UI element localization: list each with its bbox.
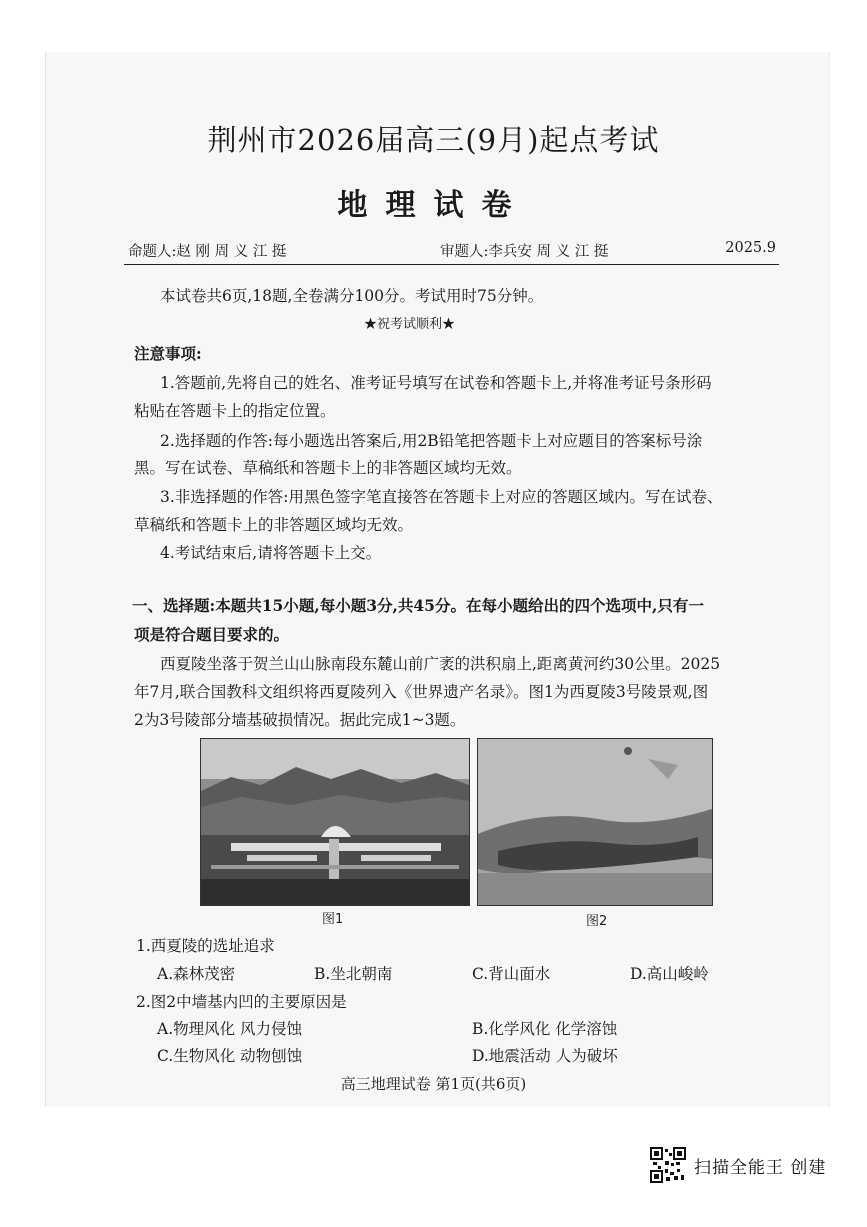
- section-heading: 项是符合题目要求的。: [134, 625, 290, 644]
- question-2-option-d: D.地震活动 人为破坏: [472, 1047, 618, 1065]
- scanner-watermark: [650, 1144, 826, 1186]
- good-luck-text: ★祝考试顺利★: [364, 317, 456, 332]
- question-1-option-b: B.坐北朝南: [314, 965, 393, 983]
- scanner-label: 扫描全能王 创建: [694, 1157, 827, 1178]
- notice-item: 4.考试结束后,请将答题卡上交。: [160, 544, 382, 562]
- question-2-option-b: B.化学风化 化学溶蚀: [472, 1020, 618, 1038]
- question-1-option-c: C.背山面水: [472, 965, 551, 983]
- passage-line: 西夏陵坐落于贺兰山山脉南段东麓山前广袤的洪积扇上,距离黄河约30公里。2025: [160, 655, 721, 673]
- damaged-wall-image: [478, 739, 712, 905]
- notice-item: 1.答题前,先将自己的姓名、准考证号填写在试卷和答题卡上,并将准考证号条形码: [160, 374, 712, 392]
- passage-line: 2为3号陵部分墙基破损情况。据此完成1~3题。: [134, 711, 466, 729]
- exam-summary: 本试卷共6页,18题,全卷满分100分。考试用时75分钟。: [160, 287, 544, 305]
- question-1-stem: 1.西夏陵的选址追求: [136, 937, 275, 955]
- question-2-stem: 2.图2中墙基内凹的主要原因是: [136, 993, 347, 1011]
- notice-title: 注意事项:: [134, 344, 202, 363]
- passage-line: 年7月,联合国教科文组织将西夏陵列入《世界遗产名录》。图1为西夏陵3号陵景观,图: [134, 683, 709, 701]
- question-1-option-a: A.森林茂密: [157, 965, 236, 983]
- exam-title: 荆州市2026届高三(9月)起点考试: [207, 123, 660, 157]
- exam-date: 2025.9: [725, 240, 776, 256]
- setter-text: 命题人:赵 刚 周 义 江 挺: [128, 244, 287, 260]
- mausoleum-landscape-image: [201, 739, 469, 905]
- notice-item: 黑。写在试卷、草稿纸和答题卡上的非答题区域均无效。: [134, 459, 522, 477]
- figure-2-caption: 图2: [586, 914, 608, 929]
- notice-item: 粘贴在答题卡上的指定位置。: [134, 402, 336, 420]
- figure-1-mausoleum-photo: [200, 738, 470, 906]
- section-heading: 一、选择题:本题共15小题,每小题3分,共45分。在每小题给出的四个选项中,只有一: [132, 596, 704, 615]
- figure-1-caption: 图1: [322, 912, 344, 927]
- notice-item: 2.选择题的作答:每小题选出答案后,用2B铅笔把答题卡上对应题目的答案标号涂: [160, 432, 703, 450]
- notice-item: 草稿纸和答题卡上的非答题区域均无效。: [134, 516, 414, 534]
- question-1-option-d: D.高山峻岭: [630, 965, 709, 983]
- question-2-option-a: A.物理风化 风力侵蚀: [157, 1020, 303, 1038]
- figure-2-wall-photo: [477, 738, 713, 906]
- exam-subtitle: 地理试卷: [337, 188, 530, 223]
- reviewer-text: 审题人:李兵安 周 义 江 挺: [440, 244, 609, 260]
- question-2-option-c: C.生物风化 动物刨蚀: [157, 1047, 303, 1065]
- header-divider: [124, 264, 779, 265]
- page-footer: 高三地理试卷 第1页(共6页): [340, 1075, 527, 1093]
- qr-code-icon: [650, 1147, 686, 1183]
- notice-item: 3.非选择题的作答:用黑色签字笔直接答在答题卡上对应的答题区域内。写在试卷、: [160, 488, 723, 506]
